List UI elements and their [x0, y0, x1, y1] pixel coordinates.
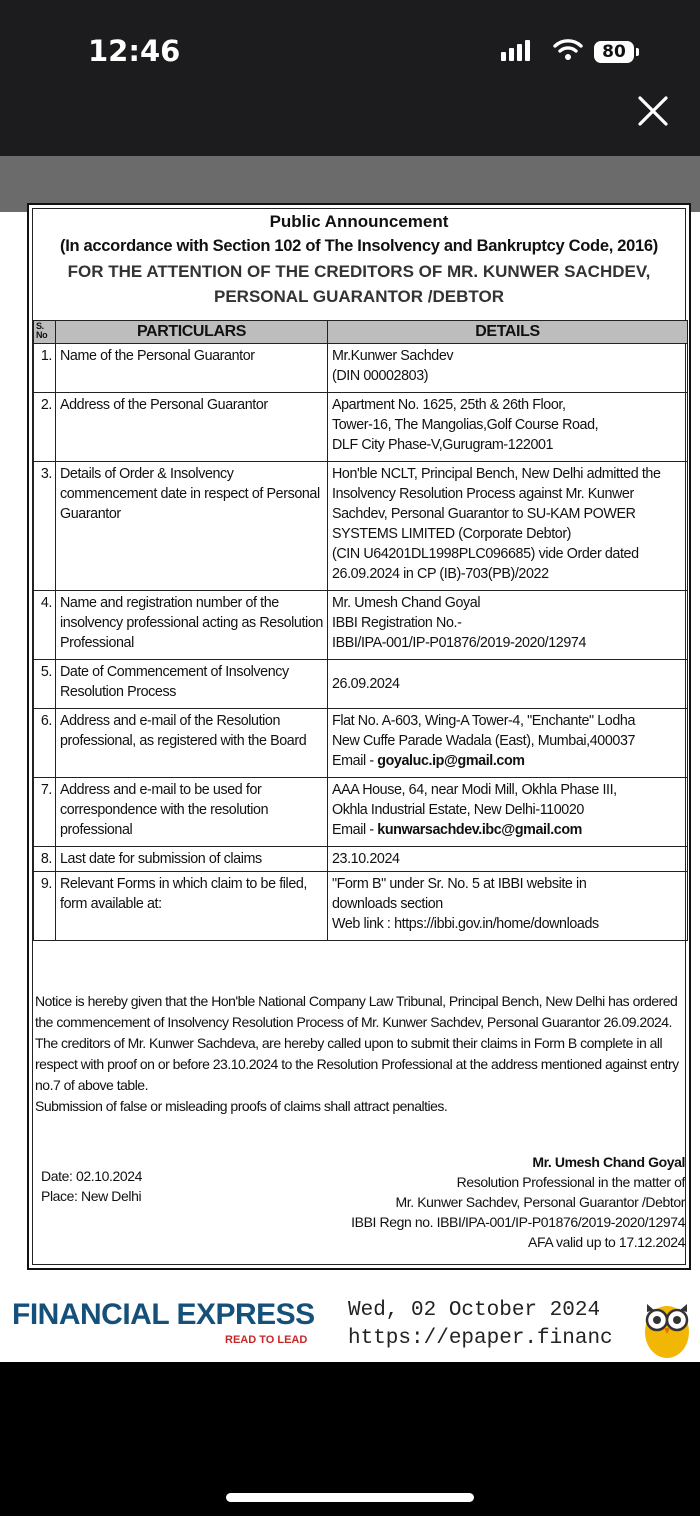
particulars-table: [33, 320, 688, 941]
wifi-icon: [553, 38, 583, 62]
particulars-header: PARTICULARS: [56, 321, 328, 344]
status-bar: [0, 0, 700, 100]
table-row: 4. Name and registration number of the insolvency professional acting as Resolution Professional Mr. Umesh Chand Goyal IBBI Registration No.- IBBI/IPA-001/IP-P01876/2019-2020/12974: [34, 591, 688, 660]
details-header: DETAILS: [328, 321, 688, 344]
signal-icon: [501, 40, 531, 62]
status-time: 12:46: [88, 34, 181, 68]
owl-logo-icon: [638, 1294, 696, 1360]
edition-info: Wed, 02 October 2024 https://epaper.financ: [348, 1299, 613, 1350]
table-row: 3. Details of Order & Insolvency commencement date in respect of Personal Guarantor Hon'ble NCLT, Principal Bench, New Delhi admitted the Insolvency Resolution Process against Mr. Kunwer Sachdev, Personal Guarantor to SU-KAM POWER SYSTEMS LIMITED (Corporate Debtor) (CIN U64201DL1998PLC096685) vide Order dated 26.09.2024 in CP (IB)-703(PB)/2022: [34, 462, 688, 591]
attention-line-2: PERSONAL GUARANTOR /DEBTOR: [214, 287, 504, 306]
close-icon[interactable]: [636, 94, 670, 128]
signatory-name: Mr. Umesh Chand Goyal: [532, 1154, 685, 1170]
financial-express-logo: FINANCIAL EXPRESS: [12, 1298, 315, 1331]
newspaper-footer: [0, 1290, 700, 1362]
viewer-toolbar: [0, 100, 700, 156]
home-indicator[interactable]: [226, 1493, 474, 1502]
notice-paragraph: Notice is hereby given that the Hon'ble National Company Law Tribunal, Principal Bench, New Delhi has ordered the commencement of Insolvency Resolution Process of Mr. Kunwer Sachdev, Personal Guarantor 26.09.2024.: [35, 993, 678, 1030]
correspondence-email: kunwarsachdev.ibc@gmail.com: [377, 822, 582, 838]
notice-text: [35, 991, 685, 1117]
battery-indicator: 80: [594, 41, 634, 63]
announcement-title: Public Announcement: [269, 212, 449, 231]
rp-email: goyaluc.ip@gmail.com: [377, 753, 525, 769]
table-header-row: [34, 321, 688, 344]
table-row: 2. Address of the Personal Guarantor Apartment No. 1625, 25th & 26th Floor, Tower-16, The Mangolias,Golf Course Road, DLF City Phase-V,Gurugram-122001: [34, 393, 688, 462]
table-row: 5. Date of Commencement of Insolvency Resolution Process 26.09.2024: [34, 660, 688, 709]
table-row: 9. Relevant Forms in which claim to be filed, form available at: "Form B" under Sr. No. 5 at IBBI website in downloads section Web link : https://ibbi.gov.in/home/downloads: [34, 872, 688, 941]
announcement-subtitle: (In accordance with Section 102 of The Insolvency and Bankruptcy Code, 2016): [60, 237, 658, 255]
logo-tagline: READ TO LEAD: [225, 1334, 308, 1346]
announcement-header: [33, 209, 685, 309]
table-row: 6. Address and e-mail of the Resolution professional, as registered with the Board Flat No. A-603, Wing-A Tower-4, "Enchante" Lodha New Cuffe Parade Wadala (East), Mumbai,400037 Email - goyaluc.ip@gmail.com: [34, 709, 688, 778]
table-row: 8. Last date for submission of claims 23.10.2024: [34, 847, 688, 872]
notice-paragraph: Submission of false or misleading proofs of claims shall attract penalties.: [35, 1098, 448, 1114]
table-row: 1. Name of the Personal Guarantor Mr.Kunwer Sachdev (DIN 00002803): [34, 344, 688, 393]
notice-place: Place: New Delhi: [41, 1188, 142, 1204]
notice-paragraph: The creditors of Mr. Kunwer Sachdeva, are hereby called upon to submit their claims in Form B complete in all respect with proof on or before 23.10.2024 to the Resolution Professional at the address mentioned against entry no.7 of above table.: [35, 1035, 679, 1093]
table-row: 7. Address and e-mail to be used for correspondence with the resolution professional AAA House, 64, near Modi Mill, Okhla Phase III, Okhla Industrial Estate, New Delhi-110020 Email - kunwarsachdev.ibc@gmail.com: [34, 778, 688, 847]
public-announcement: Public Announcement (In accordance with Section 102 of The Insolvency and Bankruptcy Code, 2016) FOR THE ATTENTION OF THE CREDITORS OF MR. KUNWER SACHDEV, PERSONAL GUARANTOR /DEBTOR S. No PARTICULARS DETAILS 1. Name of the Personal Guarantor Mr.Kunwer Sachdev (DIN 00002803) 2. Address of the Personal Guarantor Apartment No. 1625, 25th & 26th Floor, Tower-16, The Mangolias,Golf Course Road, DLF City Phase-V,Gurugram-122001 3. Details of Order & Insolvency commencement date in respect of Personal Guarantor Hon'ble NCLT, Principal Bench, New Delhi admitted the Insolvency Resolution Process against Mr. Kunwer Sachdev, Personal Guarantor to SU-KAM POWER SYSTEMS LIMITED (Corporate Debtor) (CIN U64201DL1998PLC096685) vide Order dated 26.09.2024 in CP (IB)-703(PB)/2022 4. Name and registration number of the insolvency professional acting as Resolution Professional Mr. Umesh Chand Goyal IBBI Registration No.- IBBI/IPA-001/IP-P01876/2019-2020/12974 5. Date of Commencement of Insolvency Resolution Process 26.09.2024 6. Address and e-mail of the Resolution professional, as registered with the Board Flat No. A-603, Wing-A Tower-4, "Enchante" Lodha New Cuffe Parade Wadala (East), Mumbai,400037 Email - goyaluc.ip@gmail.com 7. Address and e-mail to be used for correspondence with the resolution professional AAA House, 64, near Modi Mill, Okhla Phase III, Okhla Industrial Estate, New Delhi-110020 Email - kunwarsachdev.ibc@gmail.com 8. Last date for submission of claims 23.10.2024 9. Relevant Forms in which claim to be filed, form available at: "Form B" under Sr. No. 5 at IBBI website in downloads section Web link : https://ibbi.gov.in/home/downloads Notice is hereby given that the Hon'ble National Company Law Tribunal, Principal Bench, New Delhi has ordered the commencement of Insolvency Resolution Process of Mr. Kunwer Sachdev, Personal Guarantor 26.09.2024. The creditors of Mr. Kunwer Sachdeva, are hereby called upon to submit their claims in Form B complete in all respect with proof on or before 23.10.2024 to the Resolution Professional at the address mentioned against entry no.7 of above table. Submission of false or misleading proofs of claims shall attract penalties. Date: 02.10.2024 Place: New Delhi Mr. Umesh Chand Goyal Resolution Professional in the matter of Mr. Kunwer Sachdev, Personal Guarantor /Debtor IBBI Regn no. IBBI/IPA-001/IP-P01876/2019-2020/12974 AFA valid up to 17.12.2024: [27, 203, 691, 1270]
sno-header: S. No: [34, 321, 56, 344]
attention-line-1: FOR THE ATTENTION OF THE CREDITORS OF MR. KUNWER SACHDEV,: [67, 262, 651, 281]
notice-date: Date: 02.10.2024: [41, 1168, 143, 1184]
